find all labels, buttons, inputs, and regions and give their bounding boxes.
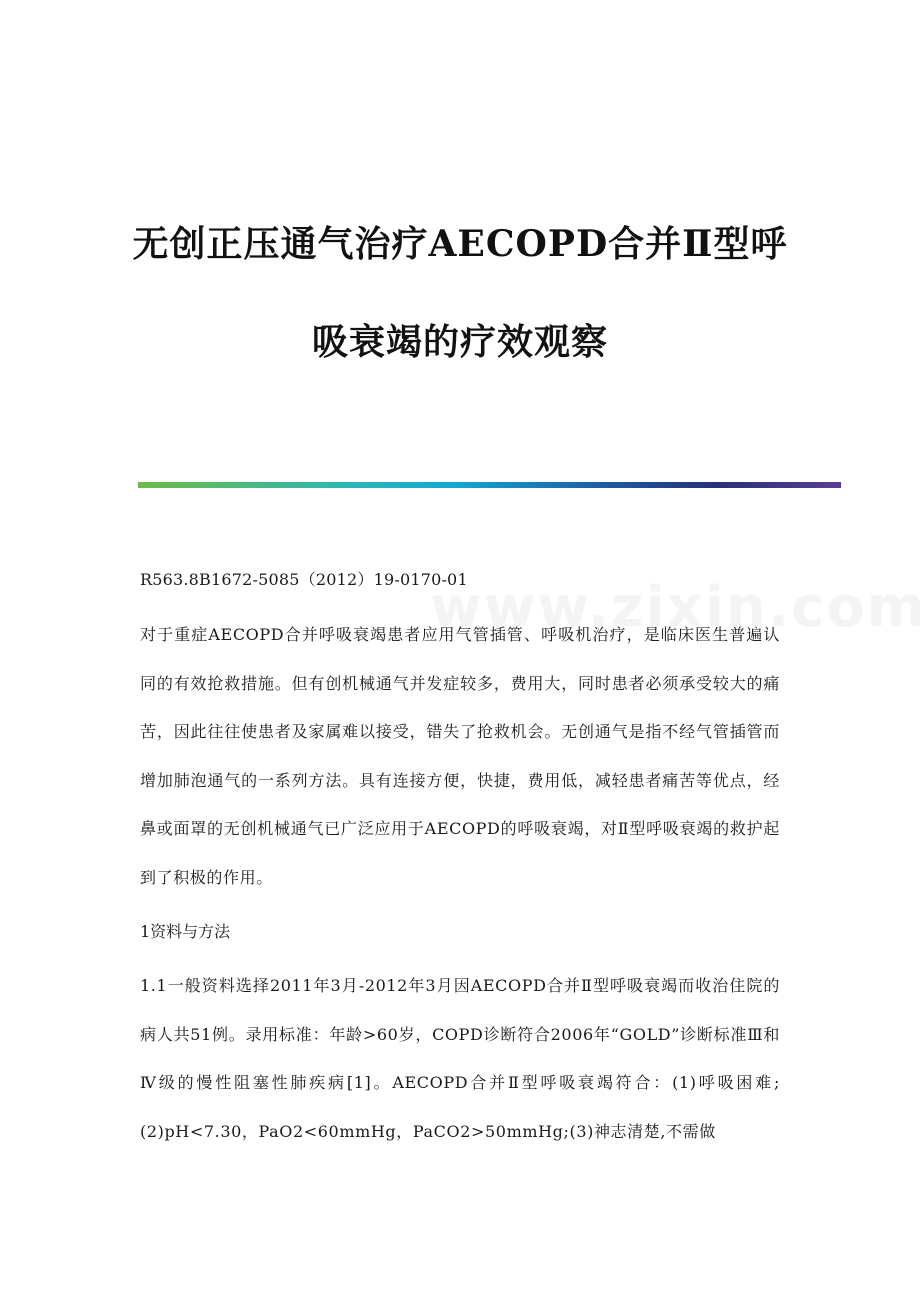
section-heading: 1资料与方法 bbox=[140, 922, 231, 941]
methods-paragraph: 1.1一般资料选择2011年3月-2012年3月因AECOPD合并Ⅱ型呼吸衰竭而收治住院的病人共51例。录用标准：年龄>60岁，COPD诊断符合2006年“GOLD”诊断标准Ⅲ和Ⅳ级的慢性阻塞性肺疾病[1]。AECOPD合并Ⅱ型呼吸衰竭符合：(1)呼吸困难;(2)pH<7.30，PaO2<60mmHg，PaCO2>50mmHg;(3)神志清楚,不需做 bbox=[140, 976, 780, 1141]
intro-paragraph: 对于重症AECOPD合并呼吸衰竭患者应用气管插管、呼吸机治疗，是临床医生普遍认同的有效抢救措施。但有创机械通气并发症较多，费用大，同时患者必须承受较大的痛苦，因此往往使患者及家属难以接受，错失了抢救机会。无创通气是指不经气管插管而增加肺泡通气的一系列方法。具有连接方便，快捷，费用低，减轻患者痛苦等优点，经鼻或面罩的无创机械通气已广泛应用于AECOPD的呼吸衰竭，对Ⅱ型呼吸衰竭的救护起到了积极的作用。 bbox=[140, 625, 780, 887]
gradient-divider bbox=[138, 482, 841, 488]
classification-code: R563.8B1672-5085（2012）19-0170-01 bbox=[140, 570, 468, 589]
document-title-line-1: 无创正压通气治疗AECOPD合并Ⅱ型呼 bbox=[132, 223, 788, 265]
document-title-line-2: 吸衰竭的疗效观察 bbox=[311, 321, 608, 363]
